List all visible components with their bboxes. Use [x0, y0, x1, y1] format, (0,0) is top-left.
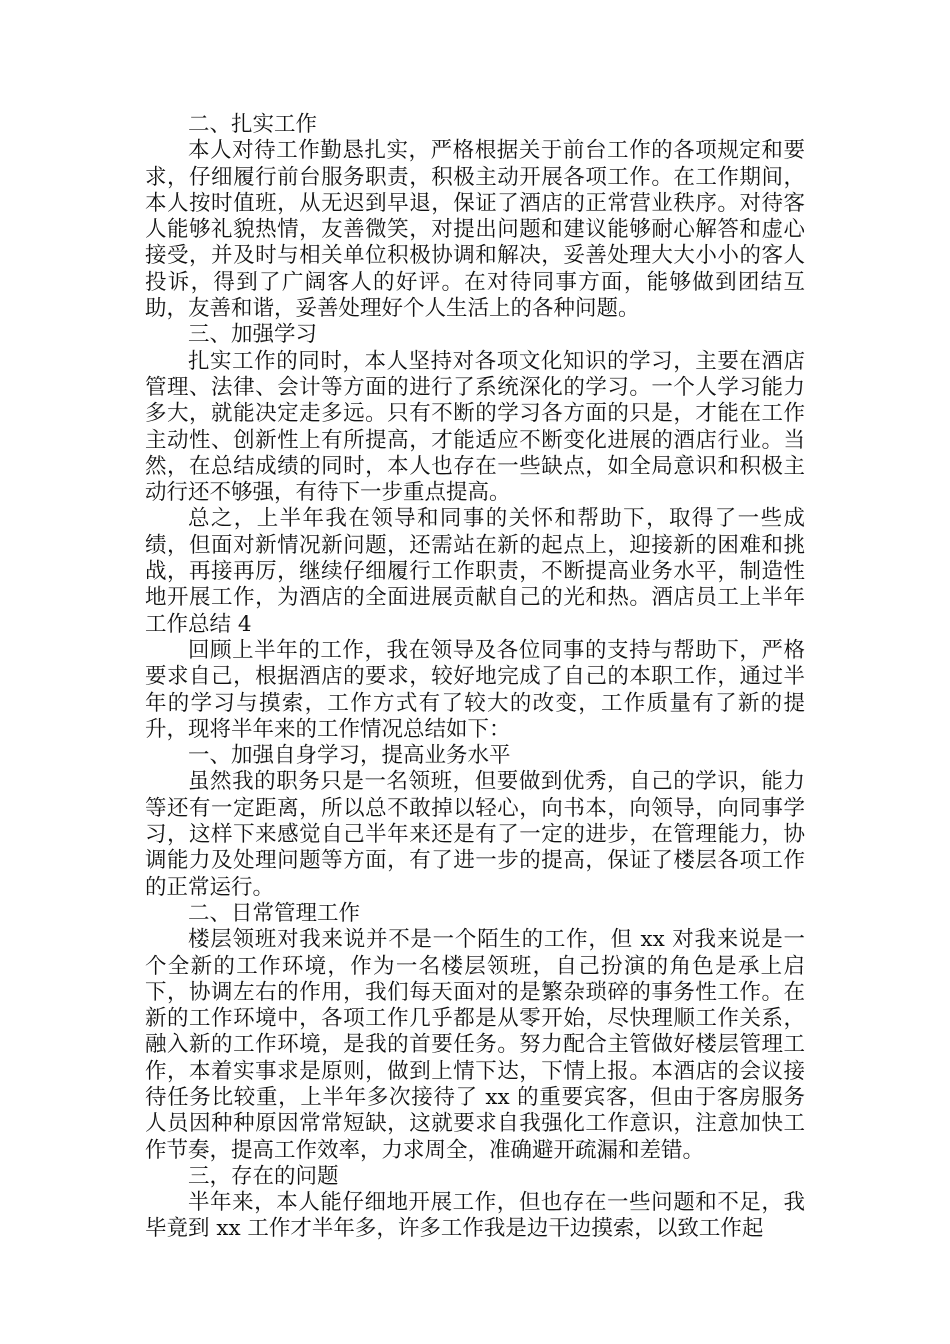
paragraph-solid-work: 本人对待工作勤恳扎实，严格根据关于前台工作的各项规定和要求，仔细履行前台服务职责，积极主动开展各项工作。在工作期间，本人按时值班，从无迟到早退，保证了酒店的正常营业秩序。对待客人能够礼貌热情，友善微笑，对提出问题和建议能够耐心解答和虚心接受，并及时与相关单位积极协调和解决，妥善处理大大小小的客人投诉，得到了广阔客人的好评。在对待同事方面，能够做到团结互助，友善和谐，妥善处理好个人生活上的各种问题。 — [145, 138, 805, 322]
paragraph-review: 回顾上半年的工作，我在领导及各位同事的支持与帮助下，严格要求自己，根据酒店的要求，较好地完成了自己的本职工作，通过半年的学习与摸索，工作方式有了较大的改变，工作质量有了新的提升，现将半年来的工作情况总结如下： — [145, 637, 805, 742]
paragraph-strengthen-study: 扎实工作的同时，本人坚持对各项文化知识的学习，主要在酒店管理、法律、会计等方面的进行了系统深化的学习。一个人学习能力多大，就能决定走多远。只有不断的学习各方面的只是，才能在工作主动性、创新性上有所提高，才能适应不断变化进展的酒店行业。当然，在总结成绩的同时，本人也存在一些缺点，如全局意识和积极主动行还不够强，有待下一步重点提高。 — [145, 348, 805, 506]
paragraph-daily-management: 楼层领班对我来说并不是一个陌生的工作，但 xx 对我来说是一个全新的工作环境，作为一名楼层领班，自己扮演的角色是承上启下，协调左右的作用，我们每天面对的是繁杂琐碎的事务性工作。在新的工作环境中，各项工作几乎都是从零开始，尽快理顺工作关系，融入新的工作环境，是我的首要任务。努力配合主管做好楼层管理工作，本着实事求是原则，做到上情下达，下情上报。本酒店的会议接待任务比较重，上半年多次接待了 xx 的重要宾客，但由于客房服务人员因种种原因常常短缺，这就要求自我强化工作意识，注意加快工作节奏，提高工作效率，力求周全，准确避开疏漏和差错。 — [145, 927, 805, 1163]
section-heading-existing-problems: 三，存在的问题 — [188, 1163, 339, 1189]
section-heading-strengthen-study: 三、加强学习 — [188, 322, 318, 348]
paragraph-existing-problems: 半年来，本人能仔细地开展工作，但也存在一些问题和不足，我毕竟到 xx 工作才半年多，许多工作我是边干边摸索，以致工作起 — [145, 1190, 805, 1242]
section-heading-solid-work: 二、扎实工作 — [188, 112, 318, 137]
section-heading-daily-management: 二、日常管理工作 — [188, 900, 361, 926]
section-heading-self-study: 一、加强自身学习，提高业务水平 — [188, 743, 511, 769]
paragraph-self-study: 虽然我的职务只是一名领班，但要做到优秀，自己的学识，能力等还有一定距离，所以总不敢掉以轻心，向书本，向领导，向同事学习，这样下来感觉自己半年来还是有了一定的进步，在管理能力，协调能力及处理问题等方面，有了进一步的提高，保证了楼层各项工作的正常运行。 — [145, 769, 805, 900]
document-page — [145, 112, 805, 1243]
paragraph-summary: 总之，上半年我在领导和同事的关怀和帮助下，取得了一些成绩，但面对新情况新问题，还需站在新的起点上，迎接新的困难和挑战，再接再厉，继续仔细履行工作职责，不断提高业务水平，制造性地开展工作，为酒店的全面进展贡献自己的光和热。酒店员工上半年工作总结 4 — [145, 506, 805, 637]
